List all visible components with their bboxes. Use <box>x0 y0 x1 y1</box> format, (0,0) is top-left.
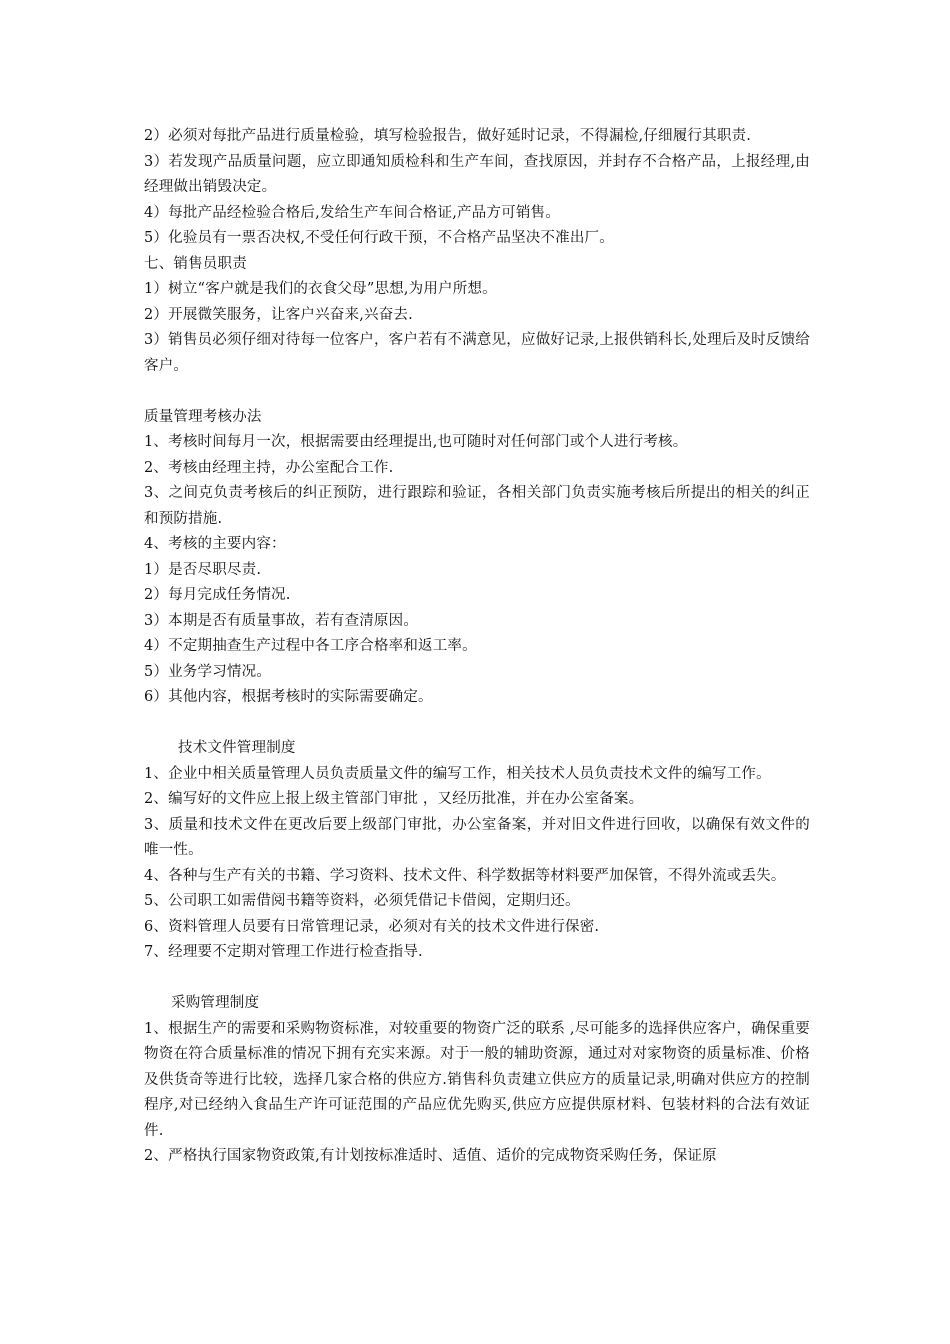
techdocs-item-5: 5、公司职工如需借阅书籍等资料，必须凭借记卡借阅，定期归还。 <box>144 893 580 909</box>
assessment-sub-3: 3）本期是否有质量事故，若有查清原因。 <box>144 612 419 629</box>
techdocs-item-4: 4、各种与生产有关的书籍、学习资料、技术文件、科学数据等材料要严加保管，不得外流或丢失。 <box>144 867 786 884</box>
inspection-item-3: 3）若发现产品质量问题，应立即通知质检科和生产车间，查找原因，并封存不合格产品，上报经理,由经理做出销毁决定。 <box>144 153 810 195</box>
techdocs-heading: 技术文件管理制度 <box>178 740 296 756</box>
techdocs-item-7: 7、经理要不定期对管理工作进行检查指导. <box>144 944 423 960</box>
inspection-item-5: 5）化验员有一票否决权,不受任何行政干预，不合格产品坚决不准出厂。 <box>144 230 614 246</box>
assessment-sub-2: 2）每月完成任务情况. <box>144 587 291 603</box>
assessment-item-2: 2、考核由经理主持，办公室配合工作. <box>144 459 394 476</box>
assessment-heading: 质量管理考核办法 <box>144 408 262 425</box>
purchasing-item-1: 1、根据生产的需要和采购物资标准，对较重要的物资广泛的联系 ,尽可能多的选择供应客户，确保重要物资在符合质量标准的情况下拥有充实来源。对于一般的辅助资源，通过对对家物资的质量标准、价格及供货奇等进行比较，选择几家合格的供应方.销售科负责建立供应方的质量记录,明确对供应方的控制程序,对已经纳入食品生产许可证范围的产品应优先购买,供应方应提供原材料、包装材料的合法有效证件. <box>144 1020 810 1139</box>
purchasing-heading: 采购管理制度 <box>171 995 260 1011</box>
inspection-item-2: 2）必须对每批产品进行质量检验，填写检验报告，做好延时记录，不得漏检,仔细履行其职责. <box>144 128 752 144</box>
assessment-item-3: 3、之间克负责考核后的纠正预防，进行跟踪和验证，各相关部门负责实施考核后所提出的相关的纠正和预防措施. <box>144 485 810 527</box>
assessment-sub-4: 4）不定期抽查生产过程中各工序合格率和返工率。 <box>144 638 477 654</box>
techdocs-item-6: 6、资料管理人员要有日常管理记录，必须对有关的技术文件进行保密. <box>144 918 600 935</box>
techdocs-item-1: 1、企业中相关质量管理人员负责质量文件的编写工作，相关技术人员负责技术文件的编写工作。 <box>144 765 771 782</box>
sales-item-2: 2）开展微笑服务，让客户兴奋来,兴奋去. <box>144 306 413 323</box>
spacer <box>144 711 810 737</box>
techdocs-item-3: 3、质量和技术文件在更改后要上级部门审批，办公室备案，并对旧文件进行回收，以确保有效文件的唯一性。 <box>144 816 810 858</box>
spacer <box>144 379 810 405</box>
assessment-item-4: 4、考核的主要内容： <box>144 536 286 552</box>
sales-heading: 七、销售员职责 <box>144 255 247 272</box>
assessment-sub-1: 1）是否尽职尽责. <box>144 561 262 578</box>
inspection-item-4: 4）每批产品经检验合格后,发给生产车间合格证,产品方可销售。 <box>144 204 560 221</box>
assessment-item-1: 1、考核时间每月一次，根据需要由经理提出,也可随时对任何部门或个人进行考核。 <box>144 434 688 450</box>
assessment-sub-6: 6）其他内容，根据考核时的实际需要确定。 <box>144 689 433 705</box>
assessment-sub-5: 5）业务学习情况。 <box>144 663 272 680</box>
sales-item-3: 3）销售员必须仔细对待每一位客户，客户若有不满意见，应做好记录,上报供销科长,处理后及时反馈给客户。 <box>144 332 810 374</box>
purchasing-item-2: 2、严格执行国家物资政策,有计划按标准适时、适值、适价的完成物资采购任务，保证原 <box>144 1148 717 1164</box>
sales-item-1: 1）树立“客户就是我们的衣食父母”思想,为用户所想。 <box>144 281 497 297</box>
techdocs-item-2: 2、编写好的文件应上报上级主管部门审批 ，又经历批准，并在办公室备案。 <box>144 791 644 807</box>
spacer <box>144 966 810 992</box>
document-page <box>144 124 810 1170</box>
